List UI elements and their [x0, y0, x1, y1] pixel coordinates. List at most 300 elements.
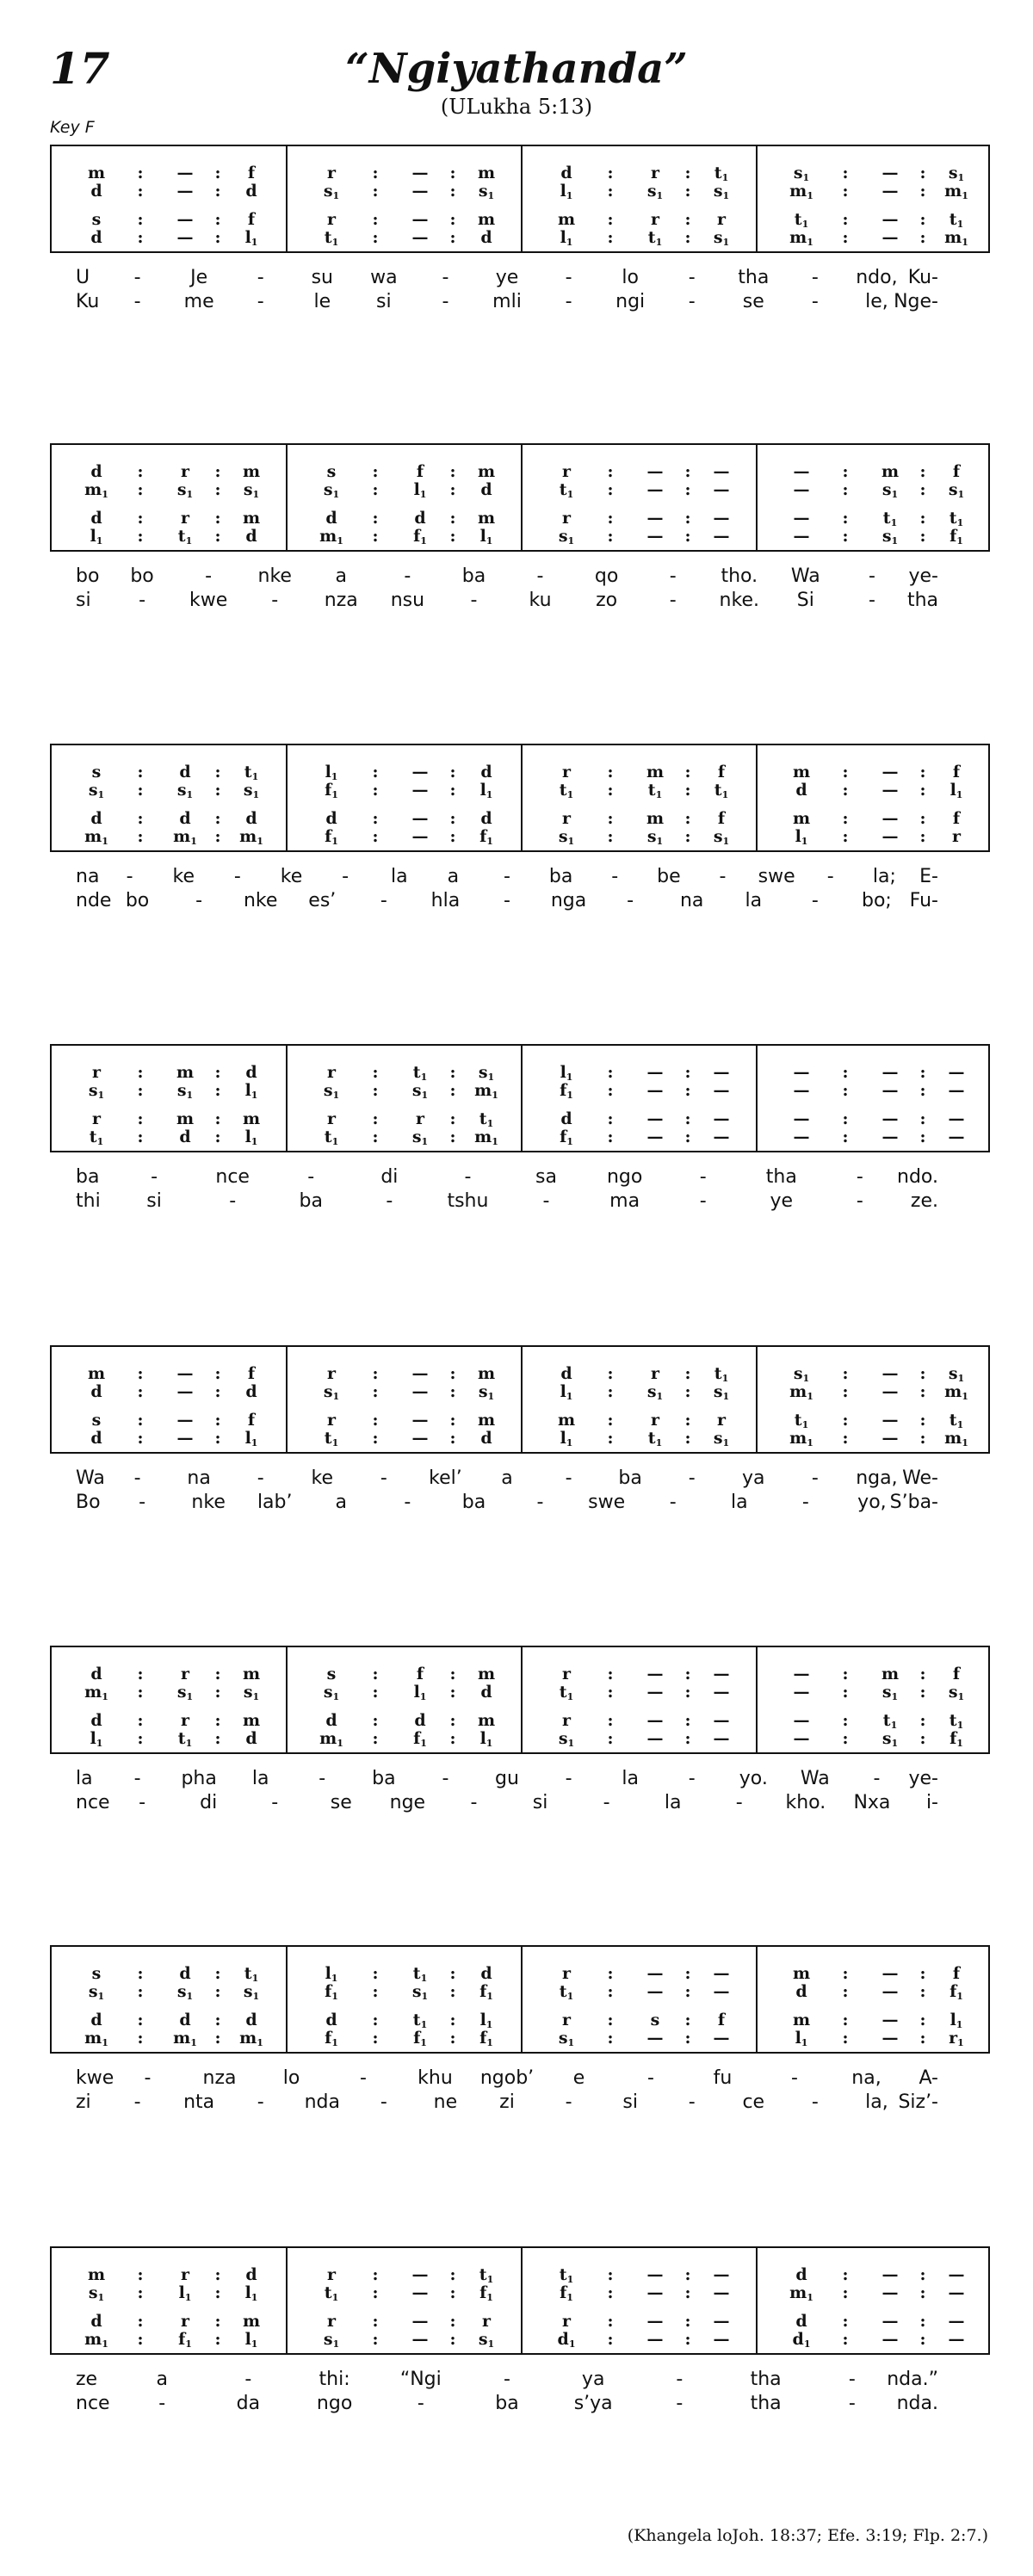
solfa-note: $f_1$ [413, 1729, 427, 1749]
solfa-note: r [326, 164, 336, 182]
lyric-line [50, 2393, 990, 2417]
solfa-note: — [411, 2265, 429, 2284]
solfa-note: $f_1$ [949, 527, 963, 547]
barline [286, 745, 288, 850]
solfa-note: — [713, 1081, 730, 1100]
solfa-note: $l_1$ [244, 1127, 258, 1147]
solfa-note: $m_1$ [789, 228, 813, 248]
solfa-note: d [245, 1729, 257, 1748]
solfa-note: m [176, 1109, 195, 1128]
solfa-note: $l_1$ [795, 827, 808, 847]
beat-separator: : [919, 2011, 926, 2029]
lyric-syllable: - [565, 2091, 572, 2113]
solfa-note: $l_1$ [244, 2330, 258, 2350]
lyric-syllable: - [688, 291, 696, 312]
beat-separator: : [137, 2011, 144, 2029]
solfa-note: — [881, 2029, 899, 2048]
lyric-syllable: ze [76, 2369, 98, 2390]
solfa-note: — [176, 210, 194, 229]
beat-separator: : [137, 1729, 144, 1748]
beat-separator: : [842, 1665, 849, 1683]
beat-separator: : [372, 1729, 379, 1748]
lyric-syllable: - [133, 1768, 141, 1789]
solfa-note: s [650, 2011, 660, 2029]
solfa-note: $m_1$ [84, 2330, 108, 2350]
solfa-note: f [952, 809, 961, 828]
lyric-line [50, 890, 990, 914]
beat-separator: : [449, 1665, 456, 1683]
beat-separator: : [919, 1964, 926, 1983]
solfa-note: $m_1$ [944, 228, 968, 248]
lyrics [50, 866, 990, 914]
barline [756, 146, 758, 251]
solfa-note: $l_1$ [325, 1964, 338, 1984]
lyrics [50, 1166, 990, 1214]
solfa-note: — [793, 509, 810, 528]
solfa-note: — [411, 781, 429, 800]
lyric-syllable: tshu [447, 1190, 489, 1212]
solfa-note: — [948, 1127, 965, 1146]
solfa-note: $t_1$ [882, 509, 898, 528]
solfa-note: $t_1$ [412, 1063, 428, 1083]
beat-separator: : [607, 1364, 614, 1383]
lyric-syllable: Nge- [894, 291, 938, 312]
beat-separator: : [842, 781, 849, 800]
solfa-note: d [90, 1711, 102, 1730]
solfa-note: $s_1$ [88, 1081, 105, 1101]
solfa-note: $s_1$ [646, 827, 664, 847]
solfa-note: — [881, 763, 899, 781]
solfa-note: $s_1$ [478, 182, 495, 201]
lyric-syllable: - [470, 1792, 478, 1813]
beat-separator: : [842, 1127, 849, 1146]
solfa-note: — [646, 527, 664, 546]
beat-separator: : [684, 1127, 691, 1146]
beat-separator: : [449, 527, 456, 546]
lyric-syllable: ba [495, 2393, 519, 2414]
beat-separator: : [449, 1711, 456, 1730]
solfa-note: d [480, 1429, 492, 1448]
solfa-note: d [245, 2265, 257, 2284]
lyric-syllable: ndo. [897, 1166, 938, 1188]
solfa-note: — [411, 182, 429, 201]
lyric-syllable: - [257, 267, 264, 288]
solfa-note: d [325, 509, 337, 528]
beat-separator: : [372, 1665, 379, 1683]
solfa-note: — [881, 1382, 899, 1401]
beat-separator: : [842, 2029, 849, 2048]
solfa-note: $d_1$ [557, 2330, 576, 2350]
lyric-syllable: la [730, 1492, 748, 1513]
solfa-note: $m_1$ [789, 1429, 813, 1449]
beat-separator: : [607, 527, 614, 546]
lyric-syllable: nce [76, 2393, 110, 2414]
lyric-syllable: bo [76, 565, 100, 587]
solfa-note: $s_1$ [558, 2029, 575, 2048]
beat-separator: : [214, 1429, 221, 1448]
solfa-note: $l_1$ [244, 1429, 258, 1449]
beat-separator: : [842, 2265, 849, 2284]
lyric-syllable: - [826, 866, 834, 887]
solfa-note: d [90, 1665, 102, 1683]
solfa-note: — [411, 164, 429, 182]
solfa-note: $m_1$ [474, 1081, 498, 1101]
solfa-note: $s_1$ [176, 1683, 194, 1702]
lyric-syllable: ndo, [856, 267, 898, 288]
solfa-note: d [480, 480, 492, 499]
lyric-syllable: - [801, 1492, 809, 1513]
beat-separator: : [137, 1081, 144, 1100]
lyric-syllable: si [146, 1190, 162, 1212]
beat-separator: : [449, 2029, 456, 2048]
solfa-note: — [646, 1683, 664, 1702]
solfa-note: m [477, 1364, 496, 1383]
lyric-syllable: - [442, 1768, 449, 1789]
beat-separator: : [372, 527, 379, 546]
beat-separator: : [214, 1729, 221, 1748]
lyric-syllable: da [236, 2393, 261, 2414]
beat-separator: : [449, 2312, 456, 2331]
solfa-note: $f_1$ [560, 2283, 573, 2303]
beat-separator: : [137, 1683, 144, 1702]
beat-separator: : [607, 781, 614, 800]
solfa-note: r [180, 462, 189, 481]
lyric-syllable: la [390, 866, 408, 887]
beat-separator: : [214, 2029, 221, 2048]
solfa-note: r [561, 462, 571, 481]
barline [756, 1347, 758, 1452]
beat-separator: : [607, 2265, 614, 2284]
lyric-syllable: se [742, 291, 764, 312]
lyric-syllable: tho. [721, 565, 758, 587]
beat-separator: : [684, 228, 691, 247]
beat-separator: : [842, 1729, 849, 1748]
solfa-note: r [561, 763, 571, 781]
beat-separator: : [372, 228, 379, 247]
solfa-note: — [646, 1081, 664, 1100]
beat-separator: : [842, 228, 849, 247]
lyric-syllable: ye [495, 267, 519, 288]
lyric-syllable: - [699, 1166, 707, 1188]
lyric-line [50, 866, 990, 890]
beat-separator: : [372, 1982, 379, 2001]
lyric-syllable: se [330, 1792, 352, 1813]
solfa-note: — [411, 1429, 429, 1448]
beat-separator: : [449, 1127, 456, 1146]
lyric-syllable: thi: [319, 2369, 350, 2390]
solfa-note: — [411, 228, 429, 247]
beat-separator: : [842, 509, 849, 528]
solfa-note: — [646, 1964, 664, 1983]
beat-separator: : [214, 1081, 221, 1100]
key-signature: Key F [50, 118, 95, 137]
lyric-syllable: na, [851, 2067, 881, 2089]
barline [756, 2248, 758, 2353]
lyric-syllable: Nxa [853, 1792, 891, 1813]
solfa-note: $s_1$ [948, 480, 965, 500]
beat-separator: : [607, 1382, 614, 1401]
lyric-syllable: nge [389, 1792, 426, 1813]
solfa-note: s [91, 763, 102, 781]
solfa-note: $l_1$ [479, 1729, 493, 1749]
lyric-syllable: na [187, 1467, 211, 1489]
lyric-syllable: - [868, 590, 875, 611]
lyric-syllable: Wa [790, 565, 820, 587]
solfa-note: $m_1$ [319, 1729, 343, 1749]
solfa-note: $t_1$ [412, 1964, 428, 1984]
beat-separator: : [372, 2283, 379, 2302]
beat-separator: : [607, 2330, 614, 2349]
solfa-note: — [646, 462, 664, 481]
solfa-note: $s_1$ [793, 164, 810, 183]
music-system [50, 744, 990, 914]
beat-separator: : [684, 1382, 691, 1401]
beat-separator: : [449, 1429, 456, 1448]
solfa-note: d [245, 809, 257, 828]
beat-separator: : [214, 1711, 221, 1730]
beat-separator: : [449, 2330, 456, 2349]
solfa-note: — [411, 1364, 429, 1383]
solfa-note: $t_1$ [794, 1411, 809, 1430]
solfa-note: $m_1$ [173, 827, 197, 847]
solfa-note: r [326, 210, 336, 229]
lyric-syllable: - [542, 1190, 550, 1212]
song-number: 17 [50, 43, 110, 94]
lyric-syllable: nde [76, 890, 112, 911]
beat-separator: : [919, 1063, 926, 1082]
beat-separator: : [842, 164, 849, 182]
solfa-note: — [646, 2283, 664, 2302]
lyric-syllable: pha [181, 1768, 217, 1789]
beat-separator: : [372, 2029, 379, 2048]
lyric-line [50, 2369, 990, 2393]
beat-separator: : [137, 1982, 144, 2001]
solfa-note: $s_1$ [88, 1982, 105, 2002]
lyric-syllable: - [565, 291, 572, 312]
solfa-note: $s_1$ [881, 527, 899, 547]
solfa-note: m [881, 1665, 900, 1683]
beat-separator: : [372, 2265, 379, 2284]
lyric-syllable: nta [183, 2091, 215, 2113]
beat-separator: : [137, 2312, 144, 2331]
beat-separator: : [919, 1429, 926, 1448]
solfa-note: m [792, 2011, 811, 2029]
solfa-note: $l_1$ [479, 527, 493, 547]
beat-separator: : [214, 809, 221, 828]
beat-separator: : [684, 1982, 691, 2001]
solfa-note: m [242, 1109, 261, 1128]
solfa-note: $f_1$ [325, 827, 338, 847]
solfa-note: $l_1$ [244, 1081, 258, 1101]
beat-separator: : [842, 182, 849, 201]
solfa-note: $l_1$ [90, 527, 103, 547]
solfa-note: m [242, 509, 261, 528]
lyric-syllable: - [244, 2369, 252, 2390]
lyric-syllable: ke [311, 1467, 334, 1489]
solfa-note: — [646, 480, 664, 499]
solfa-note: $t_1$ [479, 1109, 494, 1129]
solfa-note: $f_1$ [479, 1982, 493, 2002]
solfa-note: $t_1$ [794, 210, 809, 230]
lyric-syllable: sa [535, 1166, 558, 1188]
solfa-note: — [713, 509, 730, 528]
beat-separator: : [372, 809, 379, 828]
solfa-note: $t_1$ [714, 164, 729, 183]
beat-separator: : [372, 763, 379, 781]
beat-separator: : [842, 1982, 849, 2001]
lyric-syllable: ne [433, 2091, 458, 2113]
lyric-syllable: ke [172, 866, 195, 887]
lyric-syllable: - [380, 1467, 387, 1489]
beat-separator: : [842, 1109, 849, 1128]
lyric-line [50, 590, 990, 614]
beat-separator: : [684, 763, 691, 781]
beat-separator: : [449, 462, 456, 481]
lyric-syllable: Bo [76, 1492, 101, 1513]
lyric-syllable: S’ba- [889, 1492, 938, 1513]
solfa-note: r [415, 1109, 424, 1128]
beat-separator: : [449, 164, 456, 182]
lyric-syllable: kho. [785, 1792, 826, 1813]
beat-separator: : [919, 462, 926, 481]
lyric-syllable: - [811, 890, 819, 911]
beat-separator: : [449, 1109, 456, 1128]
lyric-syllable: - [811, 1467, 819, 1489]
solfa-note: f [416, 1665, 424, 1683]
lyric-syllable: - [848, 2369, 856, 2390]
lyric-syllable: - [565, 1768, 572, 1789]
lyric-syllable: - [307, 1166, 315, 1188]
lyric-syllable: - [856, 1190, 863, 1212]
lyric-syllable: Si [796, 590, 814, 611]
lyric-syllable: a [335, 565, 348, 587]
solfa-note: $t_1$ [244, 763, 259, 782]
lyric-syllable: nke [257, 565, 292, 587]
beat-separator: : [372, 480, 379, 499]
solfa-note: — [713, 2330, 730, 2349]
lyric-syllable: - [699, 1190, 707, 1212]
music-system [50, 1646, 990, 1816]
beat-separator: : [137, 2283, 144, 2302]
solfa-note: m [477, 1411, 496, 1430]
solfa-note: $t_1$ [324, 1127, 339, 1147]
lyric-syllable: le, [865, 291, 888, 312]
solfa-note: — [713, 527, 730, 546]
lyric-syllable: swe [588, 1492, 626, 1513]
solfa-note: r [561, 1711, 571, 1730]
solfa-note: $s_1$ [948, 1683, 965, 1702]
solfa-note: r [951, 827, 961, 846]
lyric-syllable: - [504, 2369, 510, 2390]
solfa-note: d [179, 2011, 191, 2029]
beat-separator: : [214, 781, 221, 800]
song-reference: (ULukha 5:13) [440, 95, 593, 119]
lyric-syllable: Je [190, 267, 208, 288]
beat-separator: : [137, 2330, 144, 2349]
lyric-syllable: nga [550, 890, 587, 911]
barline [521, 445, 523, 550]
solfa-note: $t_1$ [324, 1429, 339, 1449]
solfa-note: f [247, 1364, 256, 1383]
solfa-note: s [326, 1665, 337, 1683]
beat-separator: : [684, 210, 691, 229]
beat-separator: : [607, 1982, 614, 2001]
barline [521, 146, 523, 251]
beat-separator: : [919, 509, 926, 528]
solfa-note: f [247, 1411, 256, 1430]
beat-separator: : [684, 1081, 691, 1100]
solfa-note: f [717, 809, 726, 828]
lyric-syllable: - [719, 866, 727, 887]
solfa-note: $s_1$ [713, 1429, 730, 1449]
solfa-note: $t_1$ [324, 2283, 339, 2303]
solfa-note: — [881, 1964, 899, 1983]
beat-separator: : [919, 781, 926, 800]
beat-separator: : [449, 1364, 456, 1383]
lyrics [50, 565, 990, 614]
beat-separator: : [137, 1127, 144, 1146]
solfa-note: d [90, 182, 102, 201]
solfa-note: — [881, 1063, 899, 1082]
beat-separator: : [214, 2011, 221, 2029]
solfa-note: d [560, 1109, 572, 1128]
solfa-note: f [952, 1964, 961, 1983]
beat-separator: : [919, 2265, 926, 2284]
solfa-note: $t_1$ [244, 1964, 259, 1984]
beat-separator: : [449, 2265, 456, 2284]
solfa-note: d [795, 781, 807, 800]
solfa-note: $f_1$ [479, 2029, 493, 2048]
lyric-syllable: - [848, 2393, 856, 2414]
solfa-note: — [176, 1429, 194, 1448]
solfa-note: — [948, 2283, 965, 2302]
solfa-note: $t_1$ [559, 1683, 574, 1702]
solfa-note: $t_1$ [647, 781, 663, 800]
solfa-note: $t_1$ [177, 1729, 193, 1749]
solfa-note: $s_1$ [411, 1127, 429, 1147]
solfa-note: f [247, 164, 256, 182]
solfa-note: $r_1$ [949, 2029, 964, 2048]
beat-separator: : [449, 210, 456, 229]
solfa-note: — [881, 809, 899, 828]
lyric-syllable: - [627, 890, 634, 911]
beat-separator: : [372, 781, 379, 800]
solfa-note: — [713, 2312, 730, 2331]
solfa-note: m [646, 809, 665, 828]
solfa-note: m [87, 2265, 106, 2284]
beat-separator: : [684, 164, 691, 182]
lyric-syllable: tha [765, 1166, 797, 1188]
beat-separator: : [607, 164, 614, 182]
lyric-syllable: - [271, 1792, 279, 1813]
beat-separator: : [137, 763, 144, 781]
solfa-note: d [90, 809, 102, 828]
staff [50, 2246, 990, 2355]
beat-separator: : [919, 164, 926, 182]
beat-separator: : [607, 1081, 614, 1100]
solfa-note: $m_1$ [789, 1382, 813, 1402]
music-system [50, 1044, 990, 1214]
beat-separator: : [607, 1964, 614, 1983]
barline [521, 2248, 523, 2353]
solfa-note: d [245, 1382, 257, 1401]
beat-separator: : [919, 182, 926, 201]
solfa-note: $l_1$ [325, 763, 338, 782]
beat-separator: : [607, 182, 614, 201]
lyric-syllable: si [376, 291, 392, 312]
solfa-note: $s_1$ [176, 480, 194, 500]
beat-separator: : [137, 2265, 144, 2284]
